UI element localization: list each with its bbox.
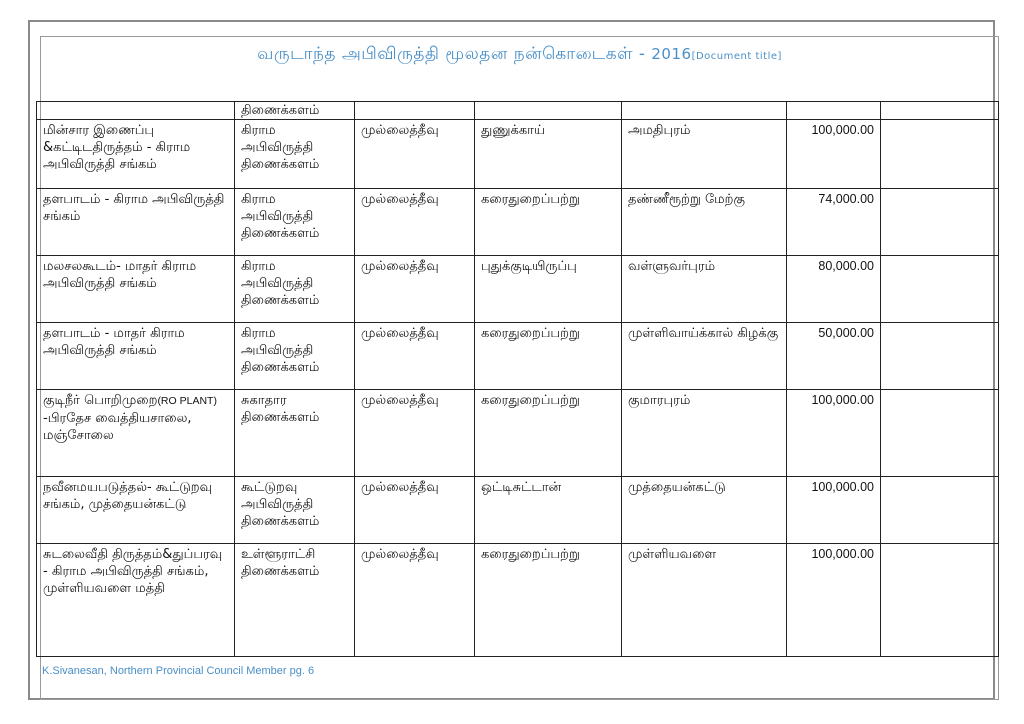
amount-cell: 50,000.00 [787,323,881,390]
extra-cell [881,102,999,120]
extra-cell [881,390,999,477]
table-row [37,477,999,544]
extra-cell [881,323,999,390]
department-cell: கிராம அபிவிருத்தி திணைக்களம் [235,189,355,256]
amount-cell: 100,000.00 [787,477,881,544]
extra-cell [881,189,999,256]
department-cell: திணைக்களம் [235,102,355,120]
document-title [40,44,999,66]
division-cell: கரைதுறைப்பற்று [475,544,622,657]
table-row [37,189,999,256]
extra-cell [881,120,999,189]
village-cell: தண்ணீரூற்று மேற்கு [622,189,787,256]
department-cell: உள்ளூராட்சி திணைக்களம் [235,544,355,657]
grants-table [36,101,999,657]
department-cell: சுகாதார திணைக்களம் [235,390,355,477]
project-cell: சுடலைவீதி திருத்தம்&துப்பரவு - கிராம அபிவிருத்தி சங்கம், முள்ளியவளை மத்தி [37,544,235,657]
extra-cell [881,477,999,544]
project-text: குடிநீர் பொறிமுறை [43,393,158,408]
district-cell: முல்லைத்தீவு [355,323,475,390]
village-cell: குமாரபுரம் [622,390,787,477]
project-cell: தளபாடம் - கிராம அபிவிருத்தி சங்கம் [37,189,235,256]
district-cell: முல்லைத்தீவு [355,256,475,323]
district-cell: முல்லைத்தீவு [355,120,475,189]
division-cell: ஒட்டிசுட்டான் [475,477,622,544]
village-cell: முத்தையன்கட்டு [622,477,787,544]
village-cell: முள்ளியவளை [622,544,787,657]
village-cell: முள்ளிவாய்க்கால் கிழக்கு [622,323,787,390]
department-cell: கூட்டுறவு அபிவிருத்தி திணைக்களம் [235,477,355,544]
extra-cell [881,544,999,657]
project-text-latin: (RO PLANT) [157,395,217,407]
title-tag: [Document title] [691,51,782,62]
village-cell: அமதிபுரம் [622,120,787,189]
district-cell: முல்லைத்தீவு [355,189,475,256]
title-year: 2016 [651,45,692,63]
project-cell: நவீனமயபடுத்தல்- கூட்டுறவு சங்கம், முத்தையன்கட்டு [37,477,235,544]
division-cell: துணுக்காய் [475,120,622,189]
department-cell: கிராம அபிவிருத்தி திணைக்களம் [235,120,355,189]
district-cell [355,102,475,120]
district-cell: முல்லைத்தீவு [355,390,475,477]
title-separator: - [632,44,652,64]
table-row [37,390,999,477]
table-row [37,544,999,657]
page-footer: K.Sivanesan, Northern Provincial Council Member pg. 6 [42,665,315,677]
project-text-rest: -பிரதேச வைத்தியசாலை, மஞ்சோலை [43,411,192,443]
amount-cell: 100,000.00 [787,544,881,657]
table-row [37,256,999,323]
village-cell: வள்ளுவர்புரம் [622,256,787,323]
division-cell: கரைதுறைப்பற்று [475,390,622,477]
table-row [37,323,999,390]
table-row [37,120,999,189]
division-cell: புதுக்குடியிருப்பு [475,256,622,323]
division-cell [475,102,622,120]
project-cell: மின்சார இணைப்பு &கட்டிடதிருத்தம் - கிராம அபிவிருத்தி சங்கம் [37,120,235,189]
project-cell [37,102,235,120]
title-text: வருடாந்த அபிவிருத்தி மூலதன நன்கொடைகள் [257,44,633,64]
amount-cell: 80,000.00 [787,256,881,323]
project-cell: மலசலகூடம்- மாதர் கிராம அபிவிருத்தி சங்கம் [37,256,235,323]
division-cell: கரைதுறைப்பற்று [475,189,622,256]
extra-cell [881,256,999,323]
table-row [37,102,999,120]
project-cell: தளபாடம் - மாதர் கிராம அபிவிருத்தி சங்கம் [37,323,235,390]
district-cell: முல்லைத்தீவு [355,477,475,544]
project-cell [37,390,235,477]
amount-cell: 74,000.00 [787,189,881,256]
department-cell: கிராம அபிவிருத்தி திணைக்களம் [235,256,355,323]
amount-cell: 100,000.00 [787,390,881,477]
division-cell: கரைதுறைப்பற்று [475,323,622,390]
district-cell: முல்லைத்தீவு [355,544,475,657]
amount-cell: 100,000.00 [787,120,881,189]
amount-cell [787,102,881,120]
village-cell [622,102,787,120]
department-cell: கிராம அபிவிருத்தி திணைக்களம் [235,323,355,390]
